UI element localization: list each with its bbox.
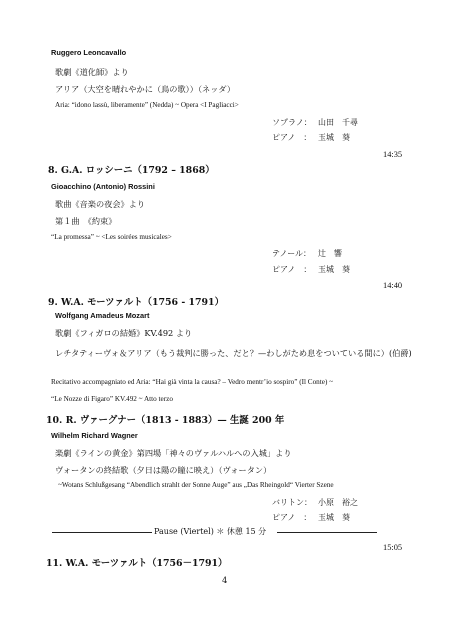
time-stamp: 15:05 [383, 543, 403, 552]
composer-original-name: Ruggero Leoncavallo [51, 48, 127, 57]
work-title: 歌劇《フィガロの結婚》KV.492 より [55, 328, 193, 338]
work-title: 歌曲《音楽の夜会》より [55, 199, 146, 209]
section-heading: 11. W.A. モーツァルト（1756－1791） [46, 558, 228, 569]
performer-name: 辻 響 [318, 249, 342, 258]
piece-original-title: “La promessa” ~ <Les soirées musicales> [51, 233, 172, 241]
time-stamp: 14:35 [383, 150, 403, 159]
aria-original-title: Aria: “idono lassù, liberamente” (Nedda) ~ Opera <I Pagliacci> [55, 101, 239, 109]
performer-name: 玉城 葵 [318, 513, 350, 522]
work-title: 楽劇《ラインの黄金》第四場「神々のヴァルハルへの入城」より [55, 448, 292, 458]
aria-original-title: Recitativo accompagniato ed Aria: “Hai già vinta la causa? – Vedro mentr’io sospiro” (Il Conte) ~ [51, 378, 334, 386]
work-title: 歌劇《道化師》より [55, 67, 129, 77]
aria-title: レチタティーヴォ＆アリア（もう裁判に勝った、だと？—わしがため息をついている間に）(伯爵) [55, 348, 412, 358]
page-number: 4 [222, 575, 228, 585]
performer-name: 山田 千尋 [318, 118, 358, 127]
pause-label: Pause (Viertel) ＊ 休憩 15 分 [154, 527, 267, 536]
time-stamp: 14:40 [383, 281, 403, 290]
composer-original-name: Wolfgang Amadeus Mozart [55, 311, 150, 320]
piece-original-title: ~Wotans Schlußgesang “Abendlich strahlt der Sonne Auge” aus „Das Rheingold“ Vierter Szene [58, 481, 334, 489]
performer-name: 玉城 葵 [318, 133, 350, 142]
performer-name: 玉城 葵 [318, 265, 350, 274]
performer-role: ピアノ ： [272, 513, 312, 522]
performer-role: テノール： [272, 249, 312, 258]
pause-rule-left [52, 532, 152, 533]
performer-role: ピアノ ： [272, 265, 312, 274]
aria-original-title-continued: “Le Nozze di Figaro” KV.492 ~ Atto terzo [51, 395, 173, 403]
aria-title: アリア（大空を晴れやかに（鳥の歌））（ネッダ） [55, 84, 236, 94]
section-heading: 10. R. ヴァーグナー（1813 - 1883）— 生誕 200 年 [46, 415, 285, 426]
section-heading: 8. G.A. ロッシーニ（1792 – 1868） [48, 165, 215, 176]
piece-title: 第１曲 《約束》 [55, 216, 117, 226]
performer-role: ソプラノ： [272, 118, 312, 127]
composer-original-name: Wilhelm Richard Wagner [51, 431, 138, 440]
performer-role: ピアノ ： [272, 133, 312, 142]
pause-rule-right [277, 532, 377, 533]
performer-name: 小原 裕之 [318, 498, 358, 507]
piece-title: ヴォータンの終結歌（夕日は陽の瞳に映え）（ヴォータン） [55, 465, 272, 475]
composer-original-name: Gioacchino (Antonio) Rossini [51, 182, 155, 191]
performer-role: バリトン： [272, 498, 312, 507]
section-heading: 9. W.A. モーツァルト（1756 - 1791） [48, 297, 224, 308]
